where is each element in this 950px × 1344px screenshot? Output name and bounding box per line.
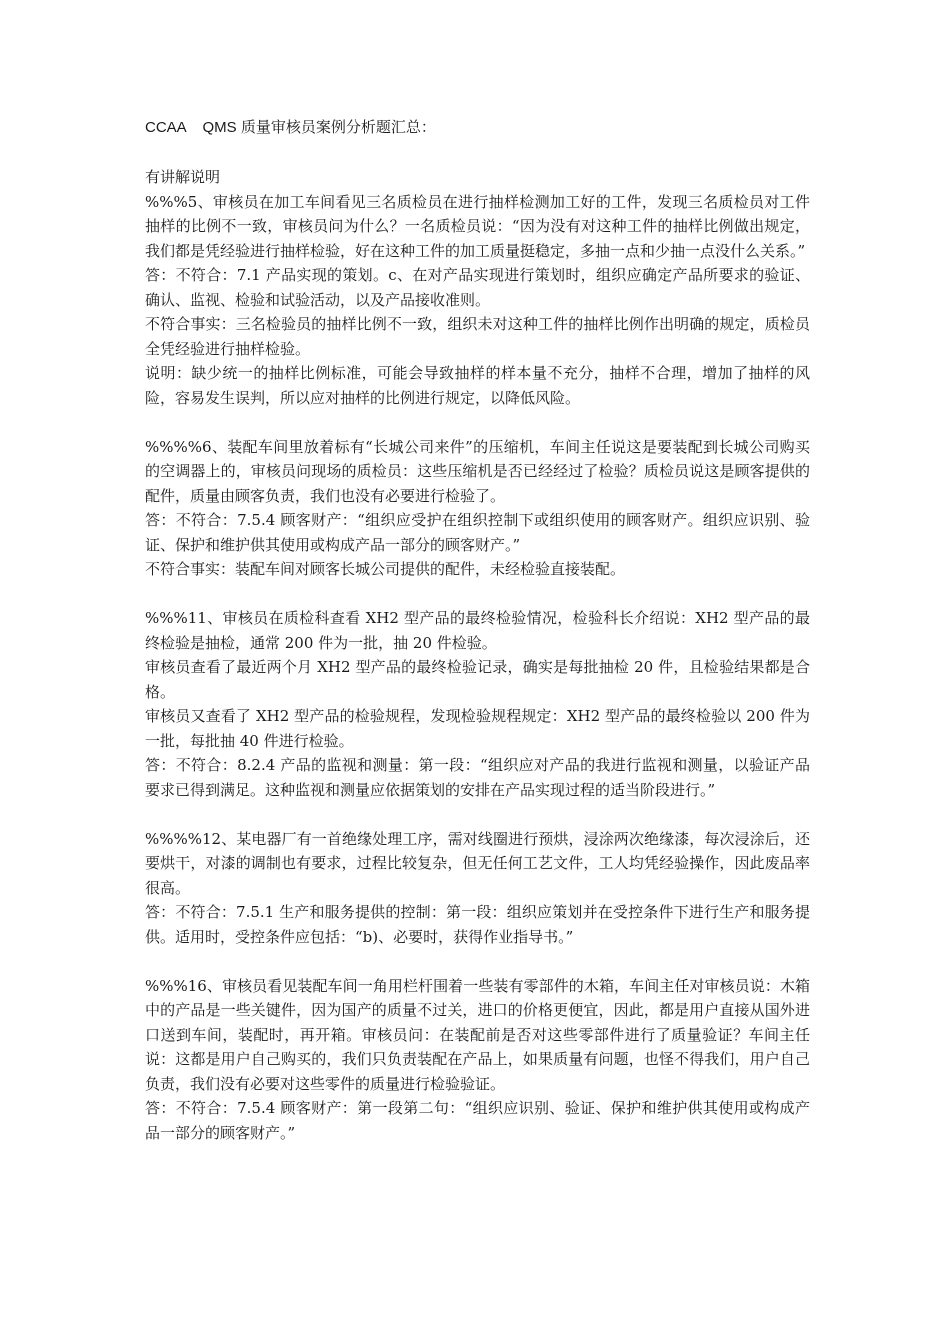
case-16	[145, 974, 810, 1146]
intro-line: 有讲解说明	[145, 168, 221, 186]
blank-line	[145, 141, 810, 166]
case-question: %%%16、审核员看见装配车间一角用栏杆围着一些装有零部件的木箱，车间主任对审核员说：木箱中的产品是一些关键件，因为国产的质量不过关，进口的价格更便宜，因此，都是用户直接从国外进口送到车间，装配时，再开箱。审核员问：在装配前是否对这些零部件进行了质量验证？车间主任说：这都是用户自己购买的，我们只负责装配在产品上，如果质量有问题，也怪不得我们，用户自己负责，我们没有必要对这些零件的质量进行检验验证。	[145, 976, 810, 1093]
case-question: %%%%6、装配车间里放着标有“长城公司来件”的压缩机，车间主任说这是要装配到长城公司购买的空调器上的，审核员问现场的质检员：这些压缩机是否已经经过了检验？质检员说这是顾客提供的配件，质量由顾客负责，我们也没有必要进行检验了。	[145, 437, 810, 505]
case-answer: 答：不符合：8.2.4 产品的监视和测量：第一段：“组织应对产品的我进行监视和测量，以验证产品要求已得到满足。这种监视和测量应依据策划的安排在产品实现过程的适当阶段进行。”	[145, 756, 810, 799]
section-gap	[145, 410, 810, 435]
section-gap	[145, 949, 810, 974]
case-detail: 审核员查看了最近两个月 XH2 型产品的最终检验记录，确实是每批抽检 20 件，且检验结果都是合格。	[145, 658, 810, 701]
case-question: %%%5、审核员在加工车间看见三名质检员在进行抽样检测加工好的工件，发现三名质检员对工件抽样的比例不一致，审核员问为什么？一名质检员说：“因为没有对这种工件的抽样比例做出规定，我们都是凭经验进行抽样检验，好在这种工件的加工质量挺稳定，多抽一点和少抽一点没什么关系。”	[145, 192, 810, 260]
case-explanation: 说明：缺少统一的抽样比例标准，可能会导致抽样的样本量不充分，抽样不合理，增加了抽样的风险，容易发生误判，所以应对抽样的比例进行规定，以降低风险。	[145, 364, 810, 407]
case-12	[145, 827, 810, 950]
case-5	[145, 190, 810, 411]
case-6	[145, 435, 810, 582]
case-answer: 答：不符合：7.5.4 顾客财产：第一段第二句：“组织应识别、验证、保护和维护供其使用或构成产品一部分的顾客财产。”	[145, 1099, 810, 1142]
case-question: %%%%12、某电器厂有一首绝缘处理工序，需对线圈进行预烘，浸涂两次绝缘漆，每次浸涂后，还要烘干，对漆的调制也有要求，过程比较复杂，但无任何工艺文件，工人均凭经验操作，因此废品率很高。	[145, 829, 810, 897]
document-title: CCAA QMS 质量审核员案例分析题汇总：	[145, 119, 436, 136]
document-page	[145, 116, 810, 1145]
case-answer: 答：不符合：7.5.1 生产和服务提供的控制：第一段：组织应策划并在受控条件下进行生产和服务提供。适用时，受控条件应包括：“b)、必要时，获得作业指导书。”	[145, 903, 810, 946]
case-detail: 审核员又查看了 XH2 型产品的检验规程，发现检验规程规定：XH2 型产品的最终检验以 200 件为一批，每批抽 40 件进行检验。	[145, 707, 810, 750]
case-11	[145, 606, 810, 802]
case-fact: 不符合事实：装配车间对顾客长城公司提供的配件，未经检验直接装配。	[145, 560, 626, 578]
case-question: %%%11、审核员在质检科查看 XH2 型产品的最终检验情况，检验科长介绍说：XH2 型产品的最终检验是抽检，通常 200 件为一批，抽 20 件检验。	[145, 609, 810, 652]
section-gap	[145, 802, 810, 827]
case-fact: 不符合事实：三名检验员的抽样比例不一致，组织未对这种工件的抽样比例作出明确的规定，质检员全凭经验进行抽样检验。	[145, 315, 810, 358]
case-answer: 答：不符合：7.1 产品实现的策划。c、在对产品实现进行策划时，组织应确定产品所要求的验证、确认、监视、检验和试验活动，以及产品接收准则。	[145, 266, 810, 309]
case-answer: 答：不符合：7.5.4 顾客财产：“组织应受护在组织控制下或组织使用的顾客财产。组织应识别、验证、保护和维护供其使用或构成产品一部分的顾客财产。”	[145, 511, 810, 554]
section-gap	[145, 582, 810, 607]
